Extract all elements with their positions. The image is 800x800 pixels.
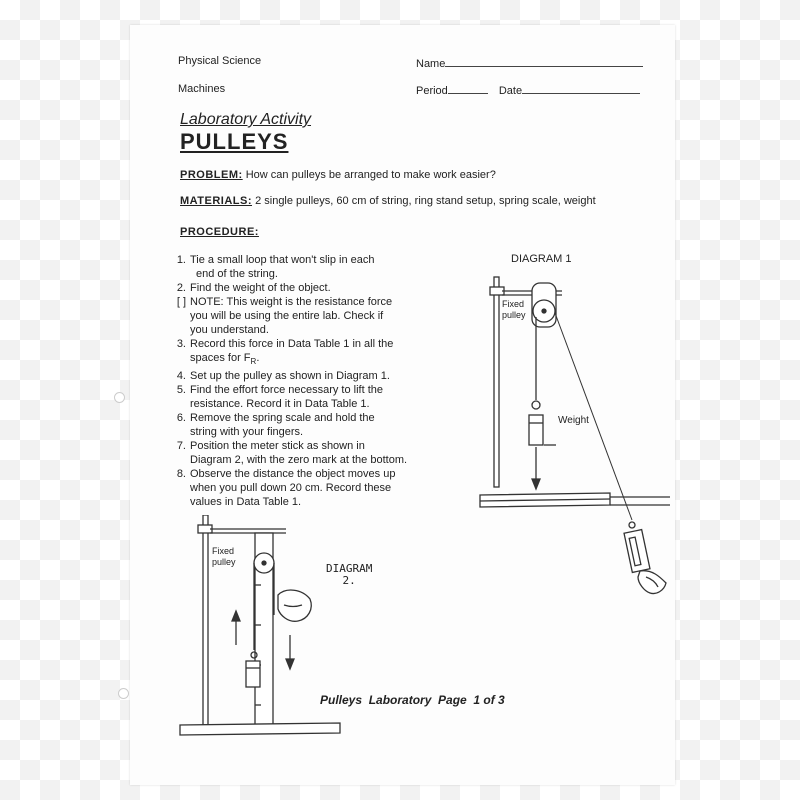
- step-line: end of the string.: [196, 268, 278, 280]
- diagram-2-illustration: [170, 515, 400, 745]
- diagram-2-fixed-pulley-label: Fixed pulley: [212, 546, 236, 567]
- step-line: you understand.: [190, 324, 269, 336]
- binder-hole: [118, 688, 129, 699]
- procedure-label: PROCEDURE:: [180, 226, 259, 238]
- step-line: Diagram 2, with the zero mark at the bottom.: [190, 454, 408, 467]
- problem-text: How can pulleys be arranged to make work easier?: [245, 169, 496, 181]
- name-label: Name: [416, 58, 446, 70]
- step-line: 4. Set up the pulley as shown in Diagram 1.: [176, 370, 390, 383]
- step-line: 1. Tie a small loop that won't slip in each: [176, 254, 375, 266]
- step-line: spaces for $F_R$.: [190, 352, 260, 367]
- problem-section: [180, 169, 496, 181]
- step-line: 6. Remove the spring scale and hold the: [176, 412, 375, 425]
- step-line: 5. Find the effort force necessary to lift the: [176, 384, 384, 397]
- step-line: 7. Position the meter stick as shown in: [176, 440, 365, 453]
- step-line: you will be using the entire lab. Check if: [190, 310, 384, 322]
- step-line: 3. Record this force in Data Table 1 in all the: [176, 338, 394, 350]
- step-line: string with your fingers.: [190, 426, 304, 439]
- step-line: [ ] NOTE: This weight is the resistance force: [176, 296, 393, 308]
- procedure-heading: [180, 226, 259, 238]
- step-line: resistance. Record it in Data Table 1.: [190, 398, 370, 411]
- materials-label: MATERIALS:: [180, 195, 253, 207]
- name-field: [416, 55, 643, 70]
- worksheet-page: [130, 25, 675, 785]
- page-footer: Pulleys Laboratory Page 1 of 3: [320, 693, 505, 707]
- period-blank: [448, 82, 488, 94]
- step-line: when you pull down 20 cm. Record these: [190, 482, 392, 495]
- name-blank: [445, 55, 643, 67]
- step-line: 2. Find the weight of the object.: [176, 282, 331, 294]
- step-line: values in Data Table 1.: [190, 496, 302, 509]
- page-title: PULLEYS: [180, 129, 289, 154]
- materials-text: 2 single pulleys, 60 cm of string, ring stand setup, spring scale, weight: [255, 195, 596, 207]
- procedure-list: [158, 253, 407, 509]
- binder-hole: [114, 392, 125, 403]
- course-label: Physical Science: [178, 55, 262, 67]
- diagram-1-weight-label: Weight: [558, 415, 589, 426]
- subtitle: Laboratory Activity: [180, 111, 312, 128]
- date-label: Date: [498, 85, 523, 97]
- unit-label: Machines: [178, 83, 226, 95]
- step-line: 8. Observe the distance the object moves up: [176, 468, 396, 481]
- diagram-2-title: DIAGRAM 2.: [326, 562, 373, 587]
- period-date-field: [416, 82, 640, 97]
- problem-label: PROBLEM:: [180, 169, 243, 181]
- diagram-1-fixed-pulley-label: Fixed pulley: [502, 299, 526, 320]
- diagram-1-illustration: [460, 265, 675, 605]
- period-label: Period: [416, 85, 448, 97]
- diagram-1-title: DIAGRAM 1: [511, 253, 572, 265]
- materials-section: [180, 195, 596, 207]
- date-blank: [522, 82, 640, 94]
